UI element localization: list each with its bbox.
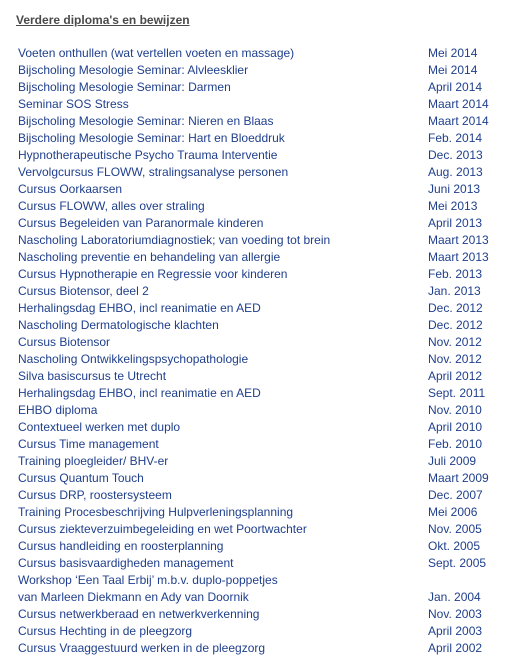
list-item bbox=[18, 113, 502, 130]
list-item bbox=[18, 453, 502, 470]
item-date: Maart 2014 bbox=[428, 97, 489, 111]
item-date: April 2012 bbox=[428, 369, 483, 383]
item-date: Nov. 2003 bbox=[428, 607, 482, 621]
item-date: Nov. 2012 bbox=[428, 335, 482, 349]
item-description-line: Voeten onthullen (wat vertellen voeten en massage) bbox=[18, 46, 295, 60]
list-item bbox=[18, 130, 502, 147]
list-item bbox=[18, 470, 502, 487]
item-description bbox=[18, 334, 428, 351]
list-item bbox=[18, 538, 502, 555]
item-description bbox=[18, 538, 428, 555]
item-description-line: Cursus Biotensor, deel 2 bbox=[18, 284, 149, 298]
item-date: April 2013 bbox=[428, 216, 483, 230]
item-description-line: Nascholing Laboratoriumdiagnostiek; van voeding tot brein bbox=[18, 233, 331, 247]
item-description-line: Nascholing Ontwikkelingspsychopathologie bbox=[18, 352, 249, 366]
item-description bbox=[18, 623, 428, 640]
item-date: April 2010 bbox=[428, 420, 483, 434]
item-date: Dec. 2013 bbox=[428, 148, 483, 162]
list-item bbox=[18, 198, 502, 215]
item-date: Mei 2014 bbox=[428, 63, 478, 77]
item-description bbox=[18, 572, 428, 606]
item-date: Dec. 2012 bbox=[428, 301, 483, 315]
item-date: Sept. 2005 bbox=[428, 556, 487, 570]
item-description-line: Cursus ziekteverzuimbegeleiding en wet Poortwachter bbox=[18, 522, 307, 536]
item-description-line: Nascholing preventie en behandeling van allergie bbox=[18, 250, 281, 264]
item-description bbox=[18, 470, 428, 487]
item-description bbox=[18, 606, 428, 623]
item-description-line: Training ploegleider/ BHV-er bbox=[18, 454, 169, 468]
list-item bbox=[18, 606, 502, 623]
item-date: Maart 2013 bbox=[428, 233, 489, 247]
item-date: Jan. 2013 bbox=[428, 284, 481, 298]
item-description bbox=[18, 419, 428, 436]
item-description-line: Bijscholing Mesologie Seminar: Darmen bbox=[18, 80, 231, 94]
list-item bbox=[18, 640, 502, 657]
list-item bbox=[18, 181, 502, 198]
item-description bbox=[18, 96, 428, 113]
item-description bbox=[18, 215, 428, 232]
list-item bbox=[18, 368, 502, 385]
item-description-line: Cursus Vraaggestuurd werken in de pleegzorg bbox=[18, 641, 266, 655]
item-description bbox=[18, 198, 428, 215]
item-date: April 2002 bbox=[428, 641, 483, 655]
item-description-line: Cursus Begeleiden van Paranormale kinderen bbox=[18, 216, 264, 230]
item-description-line: EHBO diploma bbox=[18, 403, 98, 417]
item-description-line: Bijscholing Mesologie Seminar: Hart en Bloeddruk bbox=[18, 131, 285, 145]
item-description bbox=[18, 300, 428, 317]
item-date: Dec. 2007 bbox=[428, 488, 483, 502]
list-item bbox=[18, 266, 502, 283]
item-description-line: Cursus DRP, roostersysteem bbox=[18, 488, 172, 502]
item-description bbox=[18, 232, 428, 249]
list-item bbox=[18, 62, 502, 79]
item-description bbox=[18, 283, 428, 300]
list-item bbox=[18, 419, 502, 436]
item-description bbox=[18, 164, 428, 181]
item-description-line: Cursus Biotensor bbox=[18, 335, 111, 349]
list-item bbox=[18, 504, 502, 521]
list-item bbox=[18, 521, 502, 538]
item-description bbox=[18, 130, 428, 147]
list-item bbox=[18, 45, 502, 62]
item-date: Sept. 2011 bbox=[428, 386, 486, 400]
list-item bbox=[18, 232, 502, 249]
item-description-line: Cursus handleiding en roosterplanning bbox=[18, 539, 224, 553]
item-date: Nov. 2005 bbox=[428, 522, 482, 536]
item-description bbox=[18, 504, 428, 521]
item-date: Juli 2009 bbox=[428, 454, 477, 468]
item-description-line: Workshop ‘Een Taal Erbij’ m.b.v. duplo-poppetjes bbox=[18, 573, 278, 587]
item-description bbox=[18, 45, 428, 62]
item-description bbox=[18, 351, 428, 368]
item-date: Maart 2009 bbox=[428, 471, 489, 485]
item-description-line: Cursus Oorkaarsen bbox=[18, 182, 123, 196]
list-item bbox=[18, 385, 502, 402]
list-item bbox=[18, 79, 502, 96]
item-date: Jan. 2004 bbox=[428, 590, 481, 604]
list-item bbox=[18, 164, 502, 181]
item-date: Feb. 2013 bbox=[428, 267, 483, 281]
item-description-line: Silva basiscursus te Utrecht bbox=[18, 369, 167, 383]
item-date: Okt. 2005 bbox=[428, 539, 481, 553]
item-description bbox=[18, 521, 428, 538]
item-description-line: Herhalingsdag EHBO, incl reanimatie en AED bbox=[18, 301, 261, 315]
list-item bbox=[18, 334, 502, 351]
item-description-line: Herhalingsdag EHBO, incl reanimatie en AED bbox=[18, 386, 261, 400]
item-description-line: Cursus netwerkberaad en netwerkverkenning bbox=[18, 607, 260, 621]
item-description-line: Training Procesbeschrijving Hulpverleningsplanning bbox=[18, 505, 294, 519]
item-date: Mei 2013 bbox=[428, 199, 478, 213]
item-description bbox=[18, 249, 428, 266]
list-item bbox=[18, 317, 502, 334]
item-date: Maart 2013 bbox=[428, 250, 489, 264]
item-description-line: Cursus basisvaardigheden management bbox=[18, 556, 234, 570]
item-description-line: Contextueel werken met duplo bbox=[18, 420, 181, 434]
item-date: Feb. 2014 bbox=[428, 131, 483, 145]
list-item bbox=[18, 300, 502, 317]
item-date: Aug. 2013 bbox=[428, 165, 483, 179]
item-description bbox=[18, 266, 428, 283]
list-item bbox=[18, 215, 502, 232]
list-item bbox=[18, 96, 502, 113]
item-date: Mei 2014 bbox=[428, 46, 478, 60]
item-date: Dec. 2012 bbox=[428, 318, 483, 332]
item-description bbox=[18, 487, 428, 504]
item-date: Feb. 2010 bbox=[428, 437, 483, 451]
item-description bbox=[18, 181, 428, 198]
list-item bbox=[18, 623, 502, 640]
item-description bbox=[18, 62, 428, 79]
list-item bbox=[18, 555, 502, 572]
item-description-line: Vervolgcursus FLOWW, stralingsanalyse personen bbox=[18, 165, 289, 179]
item-description-line: Hypnotherapeutische Psycho Trauma Interventie bbox=[18, 148, 278, 162]
item-date: Maart 2014 bbox=[428, 114, 489, 128]
item-description bbox=[18, 555, 428, 572]
list-item bbox=[18, 147, 502, 164]
item-description-line: Cursus Hypnotherapie en Regressie voor kinderen bbox=[18, 267, 288, 281]
list-item bbox=[18, 283, 502, 300]
item-description bbox=[18, 402, 428, 419]
item-description-line: Cursus Quantum Touch bbox=[18, 471, 144, 485]
item-description-line: Cursus Time management bbox=[18, 437, 159, 451]
item-date: Juni 2013 bbox=[428, 182, 481, 196]
item-date: Nov. 2012 bbox=[428, 352, 482, 366]
item-description bbox=[18, 79, 428, 96]
item-date: April 2014 bbox=[428, 80, 483, 94]
item-description-line: Seminar SOS Stress bbox=[18, 97, 129, 111]
item-description bbox=[18, 368, 428, 385]
item-description-line: Bijscholing Mesologie Seminar: Nieren en Blaas bbox=[18, 114, 274, 128]
item-description-line: Bijscholing Mesologie Seminar: Alvleesklier bbox=[18, 63, 249, 77]
item-description bbox=[18, 317, 428, 334]
item-date: Mei 2006 bbox=[428, 505, 478, 519]
item-date: April 2003 bbox=[428, 624, 483, 638]
item-description bbox=[18, 640, 428, 657]
list-item bbox=[18, 436, 502, 453]
item-description-line: Cursus FLOWW, alles over straling bbox=[18, 199, 205, 213]
section-heading: Verdere diploma's en bewijzen bbox=[16, 13, 190, 27]
list-item bbox=[18, 351, 502, 368]
item-description bbox=[18, 436, 428, 453]
item-description bbox=[18, 147, 428, 164]
diploma-list bbox=[18, 45, 502, 657]
item-description bbox=[18, 385, 428, 402]
item-description-line: Cursus Hechting in de pleegzorg bbox=[18, 624, 193, 638]
list-item bbox=[18, 402, 502, 419]
list-item bbox=[18, 572, 502, 606]
item-description bbox=[18, 453, 428, 470]
item-description-line: Nascholing Dermatologische klachten bbox=[18, 318, 219, 332]
list-item bbox=[18, 249, 502, 266]
list-item bbox=[18, 487, 502, 504]
item-description bbox=[18, 113, 428, 130]
item-date: Nov. 2010 bbox=[428, 403, 482, 417]
item-description-line: van Marleen Diekmann en Ady van Doornik bbox=[18, 590, 249, 604]
